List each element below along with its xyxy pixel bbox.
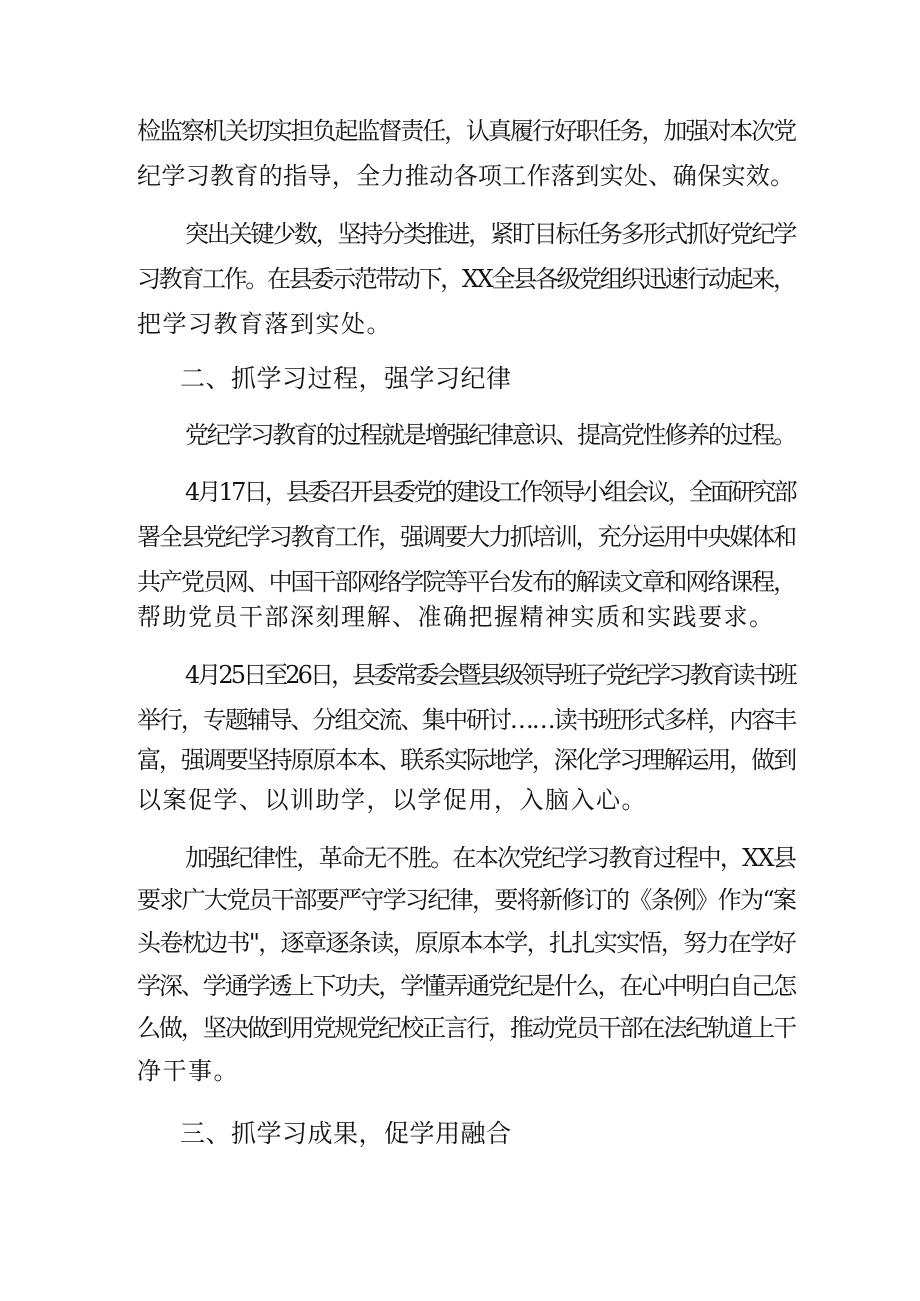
text-line: 么做，坚决做到用党规党纪校正言行，推动党员干部在法纪轨道上干 <box>137 1014 795 1042</box>
section-heading: 三、抓学习成果，促学用融合 <box>180 1119 512 1148</box>
text-line: 纪学习教育的指导，全力推动各项工作落到实处、确保实效。 <box>137 162 795 190</box>
text-line: 要求广大党员干部要严守学习纪律，要将新修订的《条例》作为“案 <box>137 886 796 914</box>
text-line: 把学习教育落到实处。 <box>137 310 392 338</box>
text-line: 帮助党员干部深刻理解、准确把握精神实质和实践要求。 <box>137 603 775 631</box>
text-line: 头卷枕边书"，逐章逐条读，原原本本学，扎扎实实悟，努力在学好 <box>137 929 796 957</box>
text-line: 4月17日，县委召开县委党的建设工作领导小组会议，全面研究部 <box>185 478 795 506</box>
text-line: 举行，专题辅导、分组交流、集中研讨……读书班形式多样，内容丰 <box>137 706 795 734</box>
text-line: 突出关键少数，坚持分类推进，紧盯目标任务多形式抓好党纪学 <box>185 220 795 248</box>
text-line: 4月25日至26日，县委常委会暨县级领导班子党纪学习教育读书班 <box>185 661 795 689</box>
text-line: 净干事。 <box>137 1057 239 1085</box>
text-line: 以案促学、以训助学，以学促用，入脑入心。 <box>137 786 647 814</box>
text-line: 习教育工作。在县委示范带动下，XX全县各级党组织迅速行动起来， <box>137 265 795 293</box>
text-line: 共产党员网、中国干部网络学院等平台发布的解读文章和网络课程， <box>137 568 795 596</box>
section-heading: 二、抓学习过程，强学习纪律 <box>180 364 512 393</box>
text-line: 加强纪律性，革命无不胜。在本次党纪学习教育过程中，XX县 <box>185 844 796 872</box>
text-line: 党纪学习教育的过程就是增强纪律意识、提高党性修养的过程。 <box>185 421 795 449</box>
text-line: 署全县党纪学习教育工作，强调要大力抓培训，充分运用中央媒体和 <box>137 523 795 551</box>
text-line: 检监察机关切实担负起监督责任，认真履行好职任务，加强对本次党 <box>137 117 795 145</box>
text-line: 富，强调要坚持原原本本、联系实际地学，深化学习理解运用，做到 <box>137 746 795 774</box>
text-line: 学深、学通学透上下功夫，学懂弄通党纪是什么，在心中明白自己怎 <box>137 972 795 1000</box>
